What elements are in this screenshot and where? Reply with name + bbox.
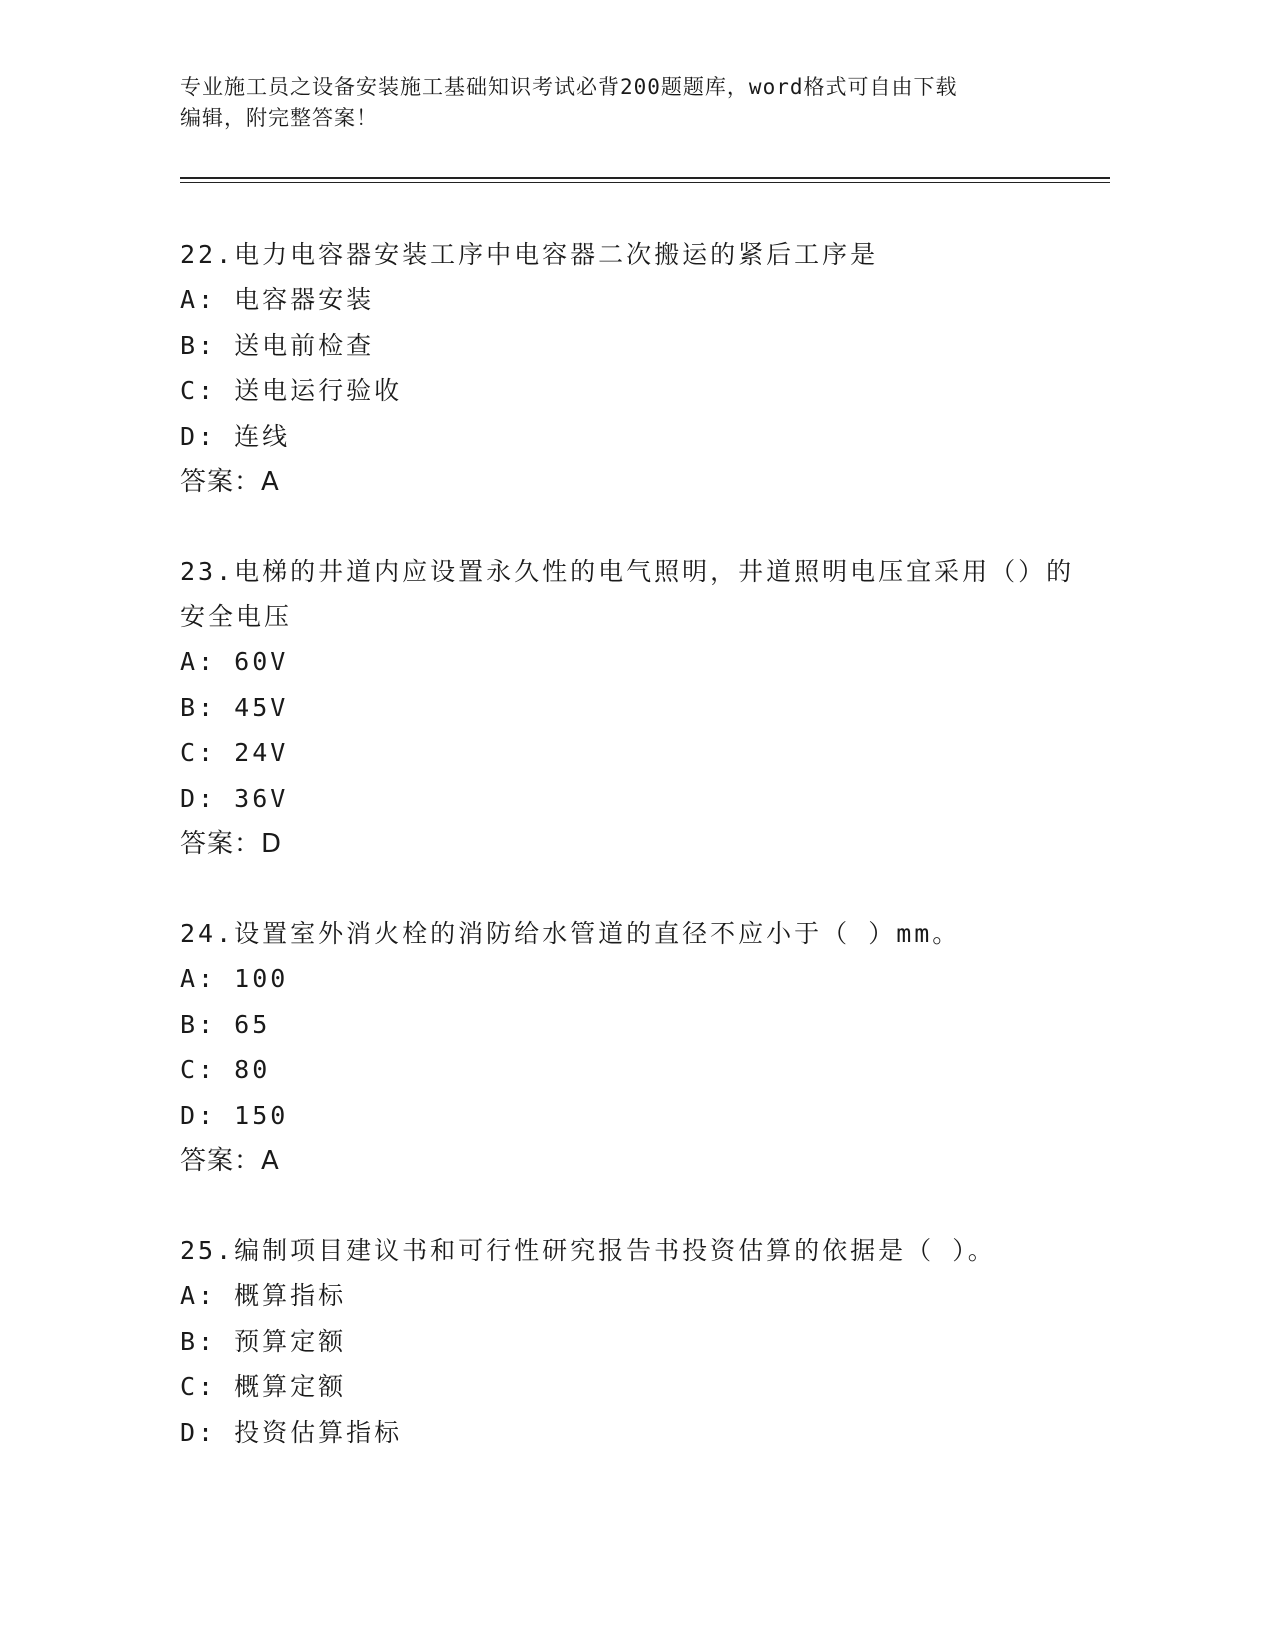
answer-line: 答案：A (180, 467, 280, 497)
question-25 (180, 1228, 1080, 1455)
document-title-line-2: 编辑，附完整答案！ (180, 106, 378, 130)
header-divider-thin (180, 182, 1110, 183)
option-c: C: 概算定额 (180, 1372, 347, 1401)
answer-line: 答案：A (180, 1146, 280, 1176)
option-b: B: 45V (180, 692, 289, 722)
option-a: A: 电容器安装 (180, 285, 375, 314)
question-22 (180, 232, 1080, 505)
question-stem: 22.电力电容器安装工序中电容器二次搬运的紧后工序是 (180, 240, 879, 269)
option-d: D: 150 (180, 1100, 289, 1130)
option-c: C: 送电运行验收 (180, 376, 403, 405)
question-23 (180, 549, 1080, 867)
document-title-line-1: 专业施工员之设备安装施工基础知识考试必背200题题库，word格式可自由下载 (180, 75, 958, 99)
option-d: D: 36V (180, 783, 289, 813)
option-a: A: 100 (180, 964, 289, 993)
option-b: B: 65 (180, 1009, 271, 1039)
option-d: D: 投资估算指标 (180, 1417, 403, 1447)
question-list (180, 232, 1080, 1499)
option-a: A: 60V (180, 647, 289, 676)
question-stem: 24.设置室外消火栓的消防给水管道的直径不应小于（ ）mm。 (180, 919, 961, 948)
option-a: A: 概算指标 (180, 1281, 347, 1310)
header-divider (180, 177, 1110, 179)
option-c: C: 24V (180, 738, 289, 767)
option-b: B: 送电前检查 (180, 330, 375, 360)
option-c: C: 80 (180, 1055, 271, 1084)
option-d: D: 连线 (180, 421, 291, 451)
question-24 (180, 911, 1080, 1184)
document-header (180, 72, 1060, 134)
question-stem: 25.编制项目建议书和可行性研究报告书投资估算的依据是（ ）。 (180, 1236, 996, 1265)
option-b: B: 预算定额 (180, 1326, 347, 1356)
question-stem: 23.电梯的井道内应设置永久性的电气照明，井道照明电压宜采用（）的安全电压 (180, 557, 1075, 631)
answer-line: 答案：D (180, 829, 283, 859)
